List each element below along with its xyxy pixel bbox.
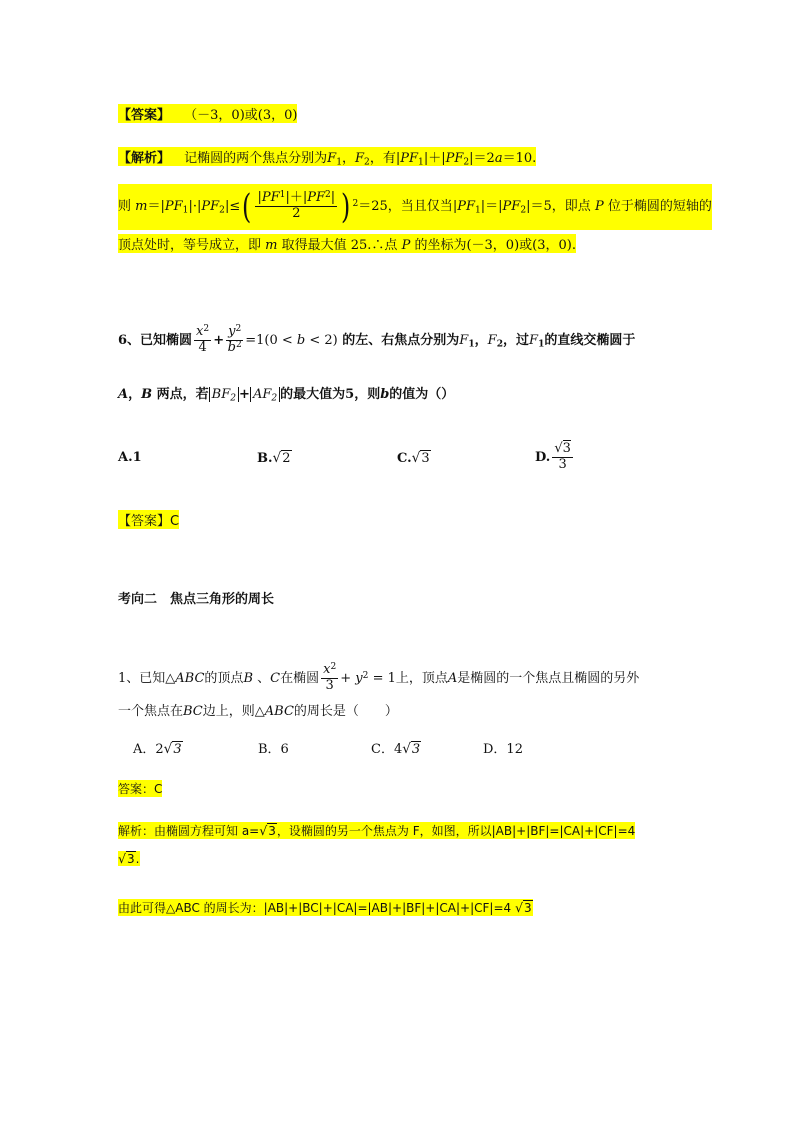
q1-option-b bbox=[258, 738, 289, 757]
answer-label: 【答案】 bbox=[118, 108, 171, 123]
q1-final-line: 由此可得△ABC 的周长为：|AB|+|BC|+|CA|=|AB|+|BF|+|CA|+|CF|=4 √3 bbox=[118, 900, 532, 915]
q1-final-text: 由此可得△ABC 的周长为：|AB|+|BC|+|CA|=|AB|+|BF|+|CA|+|CF|=4 bbox=[118, 901, 512, 915]
line3-pre: 则 bbox=[118, 199, 132, 214]
analysis-text: 记椭圆的两个焦点分别为 bbox=[184, 151, 328, 166]
analysis-line-1: 【解析】 记椭圆的两个焦点分别为$F_1$，$F_2$，有$|PF_1|+|PF_2|=2a=10$. bbox=[118, 147, 536, 166]
line3-mid: ，当且仅当 bbox=[387, 199, 453, 214]
q1-option-c-label: C．4 bbox=[371, 742, 403, 757]
q1-stem-e: 是椭圆的一个焦点且椭圆的另外 bbox=[457, 671, 640, 686]
q1-analysis-line-2: √3. bbox=[118, 851, 140, 866]
q6-line-2: A，B 两点，若 $BF_2 + AF_2$ 的最大值为5，则b的值为（） bbox=[118, 387, 455, 404]
line4-mid: 取得最大值 25.∴点 bbox=[281, 238, 398, 253]
answer-value: （－3，0)或(3，0) bbox=[184, 108, 298, 123]
q1-option-a-label: A．2 bbox=[133, 742, 164, 757]
q1-line2-c: 的周长是（ ） bbox=[293, 704, 398, 719]
q1-option-d-label: D．12 bbox=[483, 742, 523, 757]
q1-option-c: C．4√3 bbox=[371, 741, 421, 757]
q1-option-b-label: B．6 bbox=[258, 742, 289, 757]
analysis-line-3: 顶点处时，等号成立，即 m 取得最大值 25.∴点 P 的坐标为(－3，0)或(3，0). bbox=[118, 234, 576, 253]
q6-line2-tail: 的值为（） bbox=[389, 387, 455, 402]
section-title-text: 考向二 焦点三角形的周长 bbox=[118, 592, 275, 607]
fraction-expr: $\frac{|PF^1|+|PF^2|}{2}$ bbox=[257, 189, 336, 221]
q1-line2-b: 边上，则△ bbox=[202, 704, 265, 719]
q1-option-a: A．2√3 bbox=[133, 741, 182, 757]
q1-answer-text: 答案：C bbox=[118, 782, 163, 796]
q6-line2-post: 的最大值为5，则 bbox=[280, 387, 381, 402]
q1-answer bbox=[118, 780, 162, 797]
q1-analysis-b: ，设椭圆的另一个焦点为 F，如图，所以|AB|+|BF|=|CA|+|CF|=4 bbox=[276, 824, 636, 838]
q6-option-c: C.√3 bbox=[397, 450, 430, 466]
q6-part2: ，过 bbox=[503, 333, 530, 348]
q6-part3: 的直线交椭圆于 bbox=[544, 333, 636, 348]
q1-stem-a: 1、已知△ bbox=[118, 671, 176, 686]
section-title bbox=[118, 588, 274, 607]
analysis-label: 【解析】 bbox=[118, 151, 171, 166]
q6-answer bbox=[118, 510, 179, 529]
q6-option-d-label: D. bbox=[535, 450, 551, 465]
q6-option-a bbox=[118, 450, 142, 465]
q6-part1: 的左、右焦点分别为 bbox=[342, 333, 460, 348]
line4-tail: 的坐标为(－3，0)或(3，0). bbox=[414, 238, 576, 253]
answer-line bbox=[118, 104, 297, 123]
q6-option-b: B.√2 bbox=[257, 450, 291, 466]
q1-stem-d: 上，顶点 bbox=[395, 671, 448, 686]
q6-line-1: 6、已知椭圆 $\frac{x^2}{4}$ + $\frac{y^2}{b^2}$ =1(0 < b < 2) 的左、右焦点分别为$F_1$，$F_2$，过$F_1$的直线交椭圆于 bbox=[118, 323, 636, 355]
q6-line2-pre: 两点，若 bbox=[156, 387, 209, 402]
q1-line-2: 一个焦点在BC边上，则△ABC的周长是（ ） bbox=[118, 704, 398, 719]
q1-stem-c: 在椭圆 bbox=[280, 671, 320, 686]
q1-analysis-c: . bbox=[135, 852, 140, 866]
q1-option-d bbox=[483, 738, 523, 757]
q1-stem-b: 的顶点 bbox=[204, 671, 244, 686]
q6-number: 6、已知椭圆 bbox=[118, 333, 193, 348]
q1-line2-a: 一个焦点在 bbox=[118, 704, 184, 719]
q6-option-a-label: A.1 bbox=[118, 450, 142, 465]
q6-answer-text: 【答案】C bbox=[118, 514, 180, 529]
line3-post: ，即点 bbox=[551, 199, 591, 214]
q6-option-c-label: C. bbox=[397, 451, 412, 466]
q6-option-b-label: B. bbox=[257, 451, 273, 466]
line4-text: 顶点处时，等号成立，即 bbox=[118, 238, 262, 253]
line3-tail: 位于椭圆的短轴的 bbox=[607, 199, 712, 214]
q1-line-1: 1、已知△ABC的顶点B 、C在椭圆 $\frac{x^2}{3}$ + $y^2 = 1$上，顶点A是椭圆的一个焦点且椭圆的另外 bbox=[118, 661, 640, 693]
analysis-line-2: 则 $m=|PF_1|\cdot|PF_2|\le$( $\frac{|PF^1|+|PF^2|}{2}$ ) $^2$＝25，当且仅当$|PF_1|=|PF_2|=5$，即点 P 位于椭圆的短轴的 bbox=[118, 184, 712, 230]
q6-option-d: D. $\frac{√3}{3}$ bbox=[535, 441, 571, 472]
q1-analysis-line-1: 解析：由椭圆方程可知 a=√3，设椭圆的另一个焦点为 F，如图，所以|AB|+|BF|=|CA|+|CF|=4 bbox=[118, 823, 636, 838]
q1-analysis-a: 解析：由椭圆方程可知 a= bbox=[118, 824, 260, 838]
